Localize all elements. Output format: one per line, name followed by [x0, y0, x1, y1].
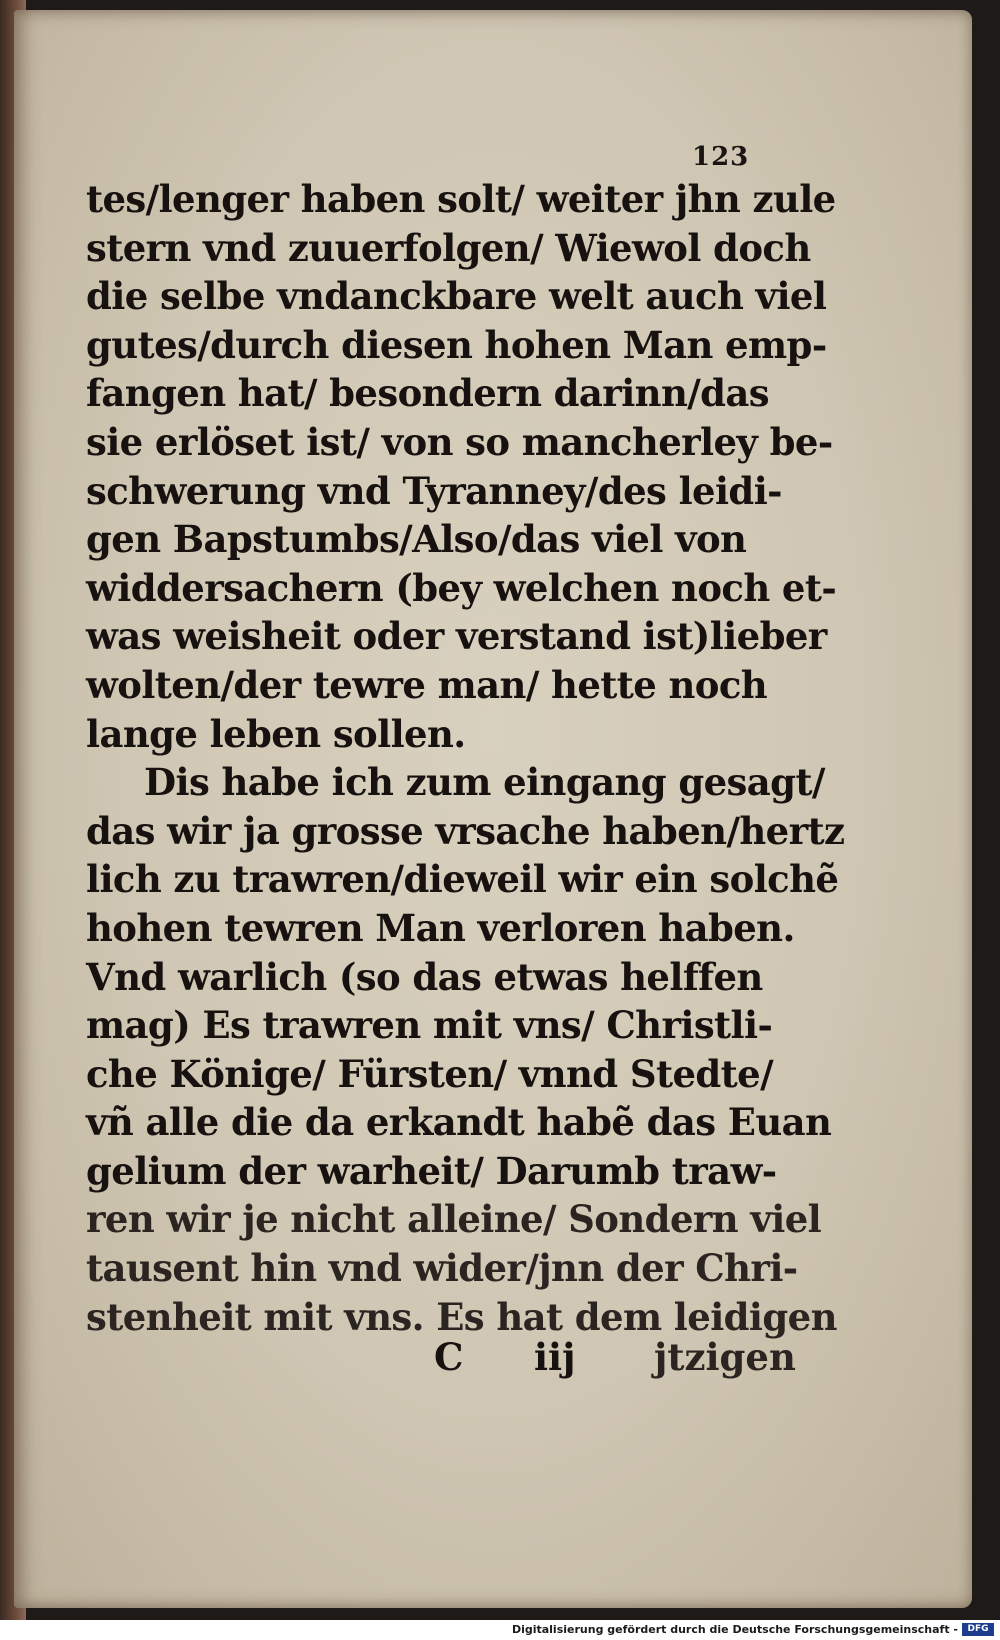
text-line: gelium der warheit/ Darumb traw- — [86, 1148, 777, 1193]
text-line: das wir ja grosse vrsache haben/hertz — [86, 808, 845, 853]
dfg-logo: DFG — [962, 1623, 994, 1636]
signature-mark: C — [434, 1335, 464, 1379]
text-line: gen Bapstumbs/Also/das viel von — [86, 517, 747, 562]
text-line: wolten/der tewre man/ hette noch — [86, 662, 768, 707]
text-line: che Könige/ Fürsten/ vnnd Stedte/ — [86, 1051, 774, 1096]
text-line: die selbe vndanckbare welt auch viel — [86, 274, 827, 319]
text-line: mag) Es trawren mit vns/ Christli- — [86, 1003, 773, 1048]
paragraph-start-line: Dis habe ich zum eingang gesagt/ — [144, 760, 825, 805]
text-line: lich zu trawren/dieweil wir ein solchẽ — [86, 857, 839, 902]
catchword: jtzigen — [654, 1335, 796, 1379]
footer-bar — [0, 1620, 1000, 1640]
signature-number: iij — [534, 1335, 576, 1379]
text-line: vñ alle die da erkandt habẽ das Euan — [86, 1100, 832, 1145]
text-line: lange leben sollen. — [86, 711, 466, 756]
text-line: Vnd warlich (so das etwas helffen — [86, 954, 763, 999]
text-line: sie erlöset ist/ von so mancherley be- — [86, 419, 833, 464]
text-line: stern vnd zuuerfolgen/ Wiewol doch — [86, 225, 811, 270]
text-line: gutes/durch diesen hohen Man emp- — [86, 322, 827, 367]
text-line: schwerung vnd Tyranney/des leidi- — [86, 468, 782, 513]
book-page — [14, 10, 972, 1608]
page-number: 123 — [692, 142, 750, 172]
text-line: ren wir je nicht alleine/ Sondern viel — [86, 1197, 822, 1242]
text-line: fangen hat/ besondern darinn/das — [86, 371, 770, 416]
text-line: widdersachern (bey welchen noch et- — [86, 565, 837, 610]
text-line: was weisheit oder verstand ist)lieber — [86, 614, 827, 659]
text-line: tausent hin vnd wider/jnn der Chri- — [86, 1246, 798, 1291]
text-line: tes/lenger haben solt/ weiter jhn zule — [86, 177, 836, 221]
page-foot — [434, 1335, 796, 1383]
text-block — [86, 175, 845, 1341]
text-line: hohen tewren Man verloren haben. — [86, 905, 795, 950]
footer-credit: Digitalisierung gefördert durch die Deutsche Forschungsgemeinschaft - — [511, 1623, 958, 1636]
text-line: stenheit mit vns. Es hat dem leidigen — [86, 1294, 837, 1339]
